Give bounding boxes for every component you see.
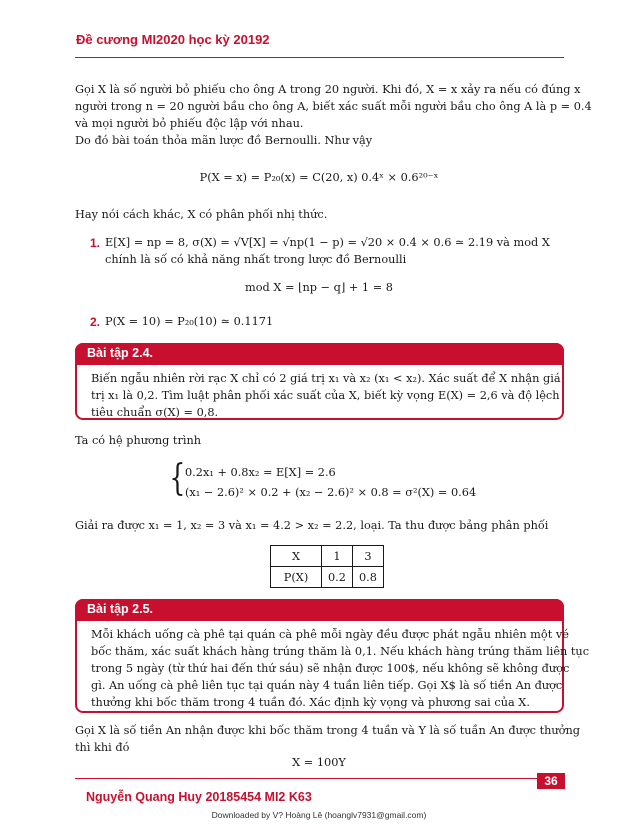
exercise-2-4-title: Bài tập 2.4. xyxy=(87,346,153,360)
footer-author: Nguyễn Quang Huy 20185454 MI2 K63 xyxy=(86,790,312,804)
table-row xyxy=(271,546,384,567)
binomial-equation: P(X = x) = P₂₀(x) = C(20, x) 0.4ˣ × 0.6²⁰⁻ˣ xyxy=(199,171,439,184)
item-2-text: P(X = 10) = P₂₀(10) ≃ 0.1171 xyxy=(105,315,274,328)
exercise-2-5-line-4: gì. An uống cà phê liên tục tại quán này 4 tuần liên tiếp. Gọi X$ là số tiền An được xyxy=(91,679,563,692)
intro-line-2: người trong n = 20 người bầu cho ông A, biết xác suất mỗi người bầu cho ông A là p = 0.4 xyxy=(75,100,592,113)
final-line-1: Gọi X là số tiền An nhận được khi bốc thăm trong 4 tuần và Y là số tuần An được thưởng xyxy=(75,724,580,737)
intro-line-1: Gọi X là số người bỏ phiếu cho ông A trong 20 người. Khi đó, X = x xảy ra nếu có đúng x xyxy=(75,83,581,96)
system-eq-2: (x₁ − 2.6)² × 0.2 + (x₂ − 2.6)² × 0.8 = σ²(X) = 0.64 xyxy=(185,486,477,499)
header-rule xyxy=(75,57,564,58)
mode-equation: mod X = ⌊np − q⌋ + 1 = 8 xyxy=(245,281,393,294)
exercise-2-5-title: Bài tập 2.5. xyxy=(87,602,153,616)
left-brace: { xyxy=(169,458,186,499)
exercise-2-4-line-2: trị x₁ là 0,2. Tìm luật phân phối xác suất của X, biết kỳ vọng E(X) = 2,6 và độ lệch xyxy=(91,389,560,402)
table-cell: 0.8 xyxy=(352,567,383,588)
exercise-2-5-line-5: thưởng khi bốc thăm trong 4 tuần đó. Xác định kỳ vọng và phương sai của X. xyxy=(91,696,530,709)
page-number: 36 xyxy=(537,773,565,789)
running-header: Đề cương MI2020 học kỳ 20192 xyxy=(76,32,270,47)
final-line-2: thì khi đó xyxy=(75,741,130,754)
table-cell: P(X) xyxy=(271,567,322,588)
item-1-number: 1. xyxy=(90,236,101,250)
final-equation: X = 100Y xyxy=(292,756,346,769)
footer-rule xyxy=(75,778,564,779)
table-cell: 3 xyxy=(352,546,383,567)
intro-line-4: Do đó bài toán thỏa mãn lược đồ Bernoulli. Như vậy xyxy=(75,134,373,147)
table-row xyxy=(271,567,384,588)
table-cell: 1 xyxy=(322,546,353,567)
exercise-2-5-tab xyxy=(75,599,564,621)
exercise-2-5-line-1: Mỗi khách uống cà phê tại quán cà phê mỗi ngày đều được phát ngẫu nhiên một vé xyxy=(91,628,569,641)
item-1-line-1: E[X] = np = 8, σ(X) = √V[X] = √np(1 − p) = √20 × 0.4 × 0.6 ≃ 2.19 và mod X xyxy=(105,236,550,249)
exercise-2-5-line-3: trong 5 ngày (từ thứ hai đến thứ sáu) sẽ nhận được 100$, nếu không sẽ không được xyxy=(91,662,570,675)
solution-text: Giải ra được x₁ = 1, x₂ = 3 và x₁ = 4.2 > x₂ = 2.2, loại. Ta thu được bảng phân phối xyxy=(75,519,549,532)
table-cell: 0.2 xyxy=(322,567,353,588)
distribution-conclusion: Hay nói cách khác, X có phân phối nhị thức. xyxy=(75,208,328,221)
system-intro: Ta có hệ phương trình xyxy=(75,434,202,447)
exercise-2-4-tab xyxy=(75,343,564,365)
table-cell: X xyxy=(271,546,322,567)
exercise-2-4-line-1: Biến ngẫu nhiên rời rạc X chỉ có 2 giá trị x₁ và x₂ (x₁ < x₂). Xác suất để X nhận giá xyxy=(91,372,561,385)
system-eq-1: 0.2x₁ + 0.8x₂ = E[X] = 2.6 xyxy=(185,466,336,479)
exercise-2-4-line-3: tiêu chuẩn σ(X) = 0,8. xyxy=(91,406,219,419)
distribution-table xyxy=(270,545,384,588)
item-2-number: 2. xyxy=(90,315,101,329)
item-1-line-2: chính là số có khả năng nhất trong lược đồ Bernoulli xyxy=(105,253,407,266)
intro-line-3: và mọi người bỏ phiếu độc lập với nhau. xyxy=(75,117,304,130)
exercise-2-5-line-2: bốc thăm, xác suất khách hàng trúng thăm là 0,1. Nếu khách hàng trúng thăm liên tục xyxy=(91,645,590,658)
download-notice: Downloaded by V? Hoàng Lê (hoanglv7931@gmail.com) xyxy=(211,810,427,820)
